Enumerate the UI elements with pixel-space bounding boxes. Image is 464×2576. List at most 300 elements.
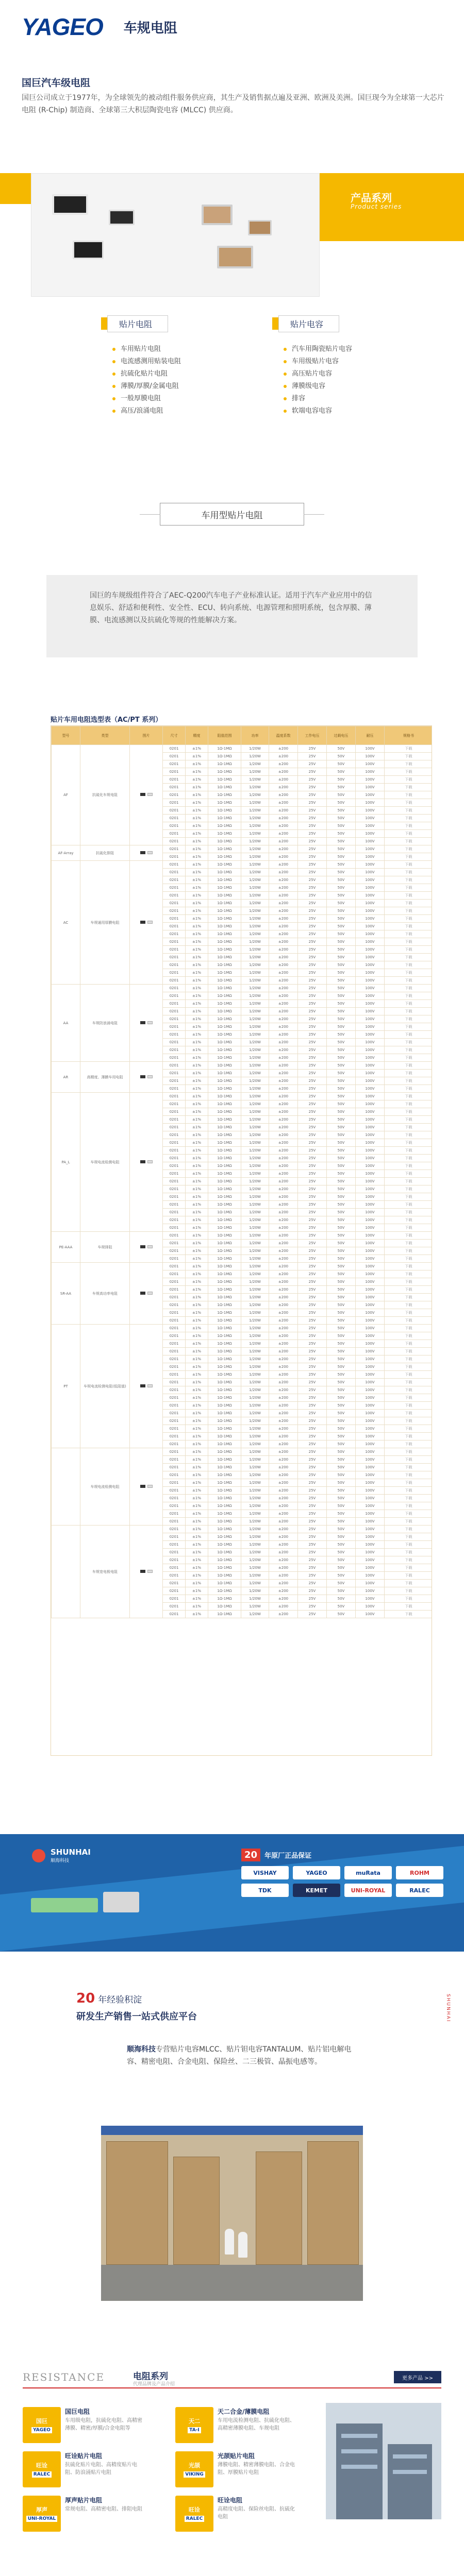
- category-item[interactable]: 软端电容电容: [284, 405, 427, 417]
- datasheet-download-link[interactable]: 下载: [385, 1611, 433, 1618]
- datasheet-download-link[interactable]: 下载: [385, 1317, 433, 1325]
- brand-item[interactable]: [23, 2407, 142, 2443]
- table-cell: 1Ω-1MΩ: [208, 1116, 241, 1124]
- table-cell: ±1%: [186, 1039, 208, 1046]
- datasheet-download-link[interactable]: 下载: [385, 1325, 433, 1332]
- table-cell: 1Ω-1MΩ: [208, 1054, 241, 1062]
- datasheet-download-link[interactable]: 下载: [385, 1031, 433, 1039]
- table-cell: ±200: [269, 776, 298, 784]
- table-cell: 25V: [298, 1410, 327, 1417]
- table-cell: ±200: [269, 1595, 298, 1603]
- table-cell: 1/20W: [241, 1286, 269, 1294]
- datasheet-download-link[interactable]: 下载: [385, 1386, 433, 1394]
- datasheet-download-link[interactable]: 下载: [385, 1309, 433, 1317]
- table-cell: 25V: [298, 776, 327, 784]
- company-description-text: 专营贴片电容MLCC、贴片钽电容TANTALUM、贴片铝电解电容、精密电阻、合金电阻、保险丝、二三极管、晶振电感等。: [127, 2045, 352, 2066]
- table-cell: 50V: [327, 1526, 356, 1533]
- datasheet-download-link[interactable]: 下载: [385, 861, 433, 869]
- warehouse-photo: [101, 2126, 363, 2301]
- table-cell: 0201: [163, 915, 186, 923]
- datasheet-download-link[interactable]: 下载: [385, 1348, 433, 1355]
- datasheet-download-link[interactable]: 下载: [385, 954, 433, 961]
- table-cell: 1Ω-1MΩ: [208, 753, 241, 760]
- brand-logo[interactable]: VISHAY: [241, 1866, 289, 1879]
- brand-logo[interactable]: ROHM: [396, 1866, 443, 1879]
- datasheet-download-link[interactable]: 下载: [385, 1533, 433, 1541]
- table-cell: 1/20W: [241, 776, 269, 784]
- datasheet-download-link[interactable]: 下载: [385, 961, 433, 969]
- brand-item[interactable]: [175, 2496, 295, 2532]
- table-cell: 0201: [163, 1023, 186, 1031]
- table-cell: ±200: [269, 1247, 298, 1255]
- table-cell: 25V: [298, 1425, 327, 1433]
- table-cell: 50V: [327, 1564, 356, 1572]
- table-cell: 50V: [327, 1008, 356, 1015]
- datasheet-download-link[interactable]: 下载: [385, 1039, 433, 1046]
- table-cell: 1/20W: [241, 992, 269, 1000]
- table-cell: ±1%: [186, 1278, 208, 1286]
- datasheet-download-link[interactable]: 下载: [385, 1108, 433, 1116]
- table-cell: ±1%: [186, 1224, 208, 1232]
- table-cell: 100V: [356, 1309, 385, 1317]
- table-cell: 0201: [163, 1595, 186, 1603]
- datasheet-download-link[interactable]: 下载: [385, 915, 433, 923]
- table-cell: 50V: [327, 1502, 356, 1510]
- datasheet-download-link[interactable]: 下载: [385, 1518, 433, 1526]
- datasheet-download-link[interactable]: 下载: [385, 1077, 433, 1085]
- datasheet-download-link[interactable]: 下载: [385, 946, 433, 954]
- table-cell: 25V: [298, 892, 327, 900]
- table-cell: 50V: [327, 977, 356, 985]
- table-cell: 25V: [298, 1394, 327, 1402]
- datasheet-download-link[interactable]: 下载: [385, 1178, 433, 1185]
- table-cell: 1/20W: [241, 923, 269, 930]
- table-row: [52, 1093, 433, 1100]
- datasheet-download-link[interactable]: 下载: [385, 1556, 433, 1564]
- table-cell: ±1%: [186, 1070, 208, 1077]
- table-row: [52, 985, 433, 992]
- table-cell: 25V: [298, 1054, 327, 1062]
- category-label[interactable]: 贴片电阻: [107, 315, 168, 332]
- table-cell: 100V: [356, 938, 385, 946]
- datasheet-download-link[interactable]: 下载: [385, 1440, 433, 1448]
- table-cell: 50V: [327, 1247, 356, 1255]
- table-cell: 50V: [327, 845, 356, 853]
- table-cell: 100V: [356, 1278, 385, 1286]
- series-cell: PT: [52, 1325, 80, 1448]
- table-cell: 1Ω-1MΩ: [208, 992, 241, 1000]
- datasheet-download-link[interactable]: 下载: [385, 745, 433, 753]
- chip-thumbnail: [147, 1292, 153, 1295]
- automotive-resistor-section-button[interactable]: 车用型贴片电阻: [160, 503, 304, 526]
- window: [341, 2434, 377, 2438]
- datasheet-download-link[interactable]: 下载: [385, 1224, 433, 1232]
- datasheet-download-link[interactable]: 下载: [385, 1124, 433, 1131]
- datasheet-download-link[interactable]: 下载: [385, 815, 433, 822]
- table-cell: 1Ω-1MΩ: [208, 876, 241, 884]
- table-cell: 0201: [163, 1572, 186, 1580]
- datasheet-download-link[interactable]: 下载: [385, 1456, 433, 1464]
- table-cell: ±200: [269, 954, 298, 961]
- datasheet-download-link[interactable]: 下载: [385, 1294, 433, 1301]
- table-title: 贴片车用电阻选型表（AC/PT 系列）: [51, 716, 162, 724]
- datasheet-download-link[interactable]: 下载: [385, 907, 433, 915]
- brand-item[interactable]: [175, 2407, 295, 2443]
- table-cell: ±1%: [186, 938, 208, 946]
- table-cell: ±200: [269, 1433, 298, 1440]
- table-cell: 50V: [327, 1294, 356, 1301]
- datasheet-download-link[interactable]: 下载: [385, 1270, 433, 1278]
- datasheet-download-link[interactable]: 下载: [385, 1008, 433, 1015]
- datasheet-download-link[interactable]: 下载: [385, 1402, 433, 1410]
- datasheet-download-link[interactable]: 下载: [385, 845, 433, 853]
- table-cell: 25V: [298, 930, 327, 938]
- datasheet-download-link[interactable]: 下载: [385, 923, 433, 930]
- datasheet-download-link[interactable]: 下载: [385, 1526, 433, 1533]
- brand-logo[interactable]: muRata: [344, 1866, 392, 1879]
- category-label[interactable]: 贴片电容: [278, 315, 339, 332]
- table-cell: 100V: [356, 1379, 385, 1386]
- datasheet-download-link[interactable]: 下载: [385, 1603, 433, 1611]
- datasheet-download-link[interactable]: 下载: [385, 1193, 433, 1201]
- datasheet-download-link[interactable]: 下载: [385, 1162, 433, 1170]
- datasheet-download-link[interactable]: 下载: [385, 1054, 433, 1062]
- datasheet-download-link[interactable]: 下载: [385, 776, 433, 784]
- table-cell: 100V: [356, 1000, 385, 1008]
- table-cell: 1/20W: [241, 1471, 269, 1479]
- table-cell: 1Ω-1MΩ: [208, 1046, 241, 1054]
- datasheet-download-link[interactable]: 下载: [385, 1433, 433, 1440]
- datasheet-download-link[interactable]: 下载: [385, 784, 433, 791]
- brand-item[interactable]: [23, 2451, 142, 2487]
- datasheet-download-link[interactable]: 下载: [385, 1394, 433, 1402]
- table-cell: ±200: [269, 1611, 298, 1618]
- datasheet-download-link[interactable]: 下载: [385, 1232, 433, 1240]
- product-image-cell: [130, 1062, 163, 1093]
- datasheet-download-link[interactable]: 下载: [385, 876, 433, 884]
- table-cell: 100V: [356, 760, 385, 768]
- datasheet-download-link[interactable]: 下载: [385, 799, 433, 807]
- table-cell: 100V: [356, 1270, 385, 1278]
- brand-logo[interactable]: YAGEO: [293, 1866, 340, 1879]
- datasheet-download-link[interactable]: 下载: [385, 1379, 433, 1386]
- table-cell: 1/20W: [241, 1402, 269, 1410]
- chip-thumbnail: [140, 851, 145, 854]
- brand-item[interactable]: [23, 2496, 142, 2532]
- type-cell: 抗硫化车规电阻: [80, 745, 130, 845]
- table-cell: 1/20W: [241, 1564, 269, 1572]
- datasheet-download-link[interactable]: 下载: [385, 838, 433, 845]
- datasheet-download-link[interactable]: 下载: [385, 1471, 433, 1479]
- table-cell: 0201: [163, 776, 186, 784]
- table-cell: 50V: [327, 1556, 356, 1564]
- chip-thumbnail: [140, 1160, 145, 1163]
- datasheet-download-link[interactable]: 下载: [385, 1100, 433, 1108]
- table-cell: 100V: [356, 745, 385, 753]
- datasheet-download-link[interactable]: 下载: [385, 1332, 433, 1340]
- datasheet-download-link[interactable]: 下载: [385, 1340, 433, 1348]
- category-item[interactable]: 一般厚膜电阻: [112, 393, 256, 405]
- chip-thumbnail: [147, 793, 153, 796]
- datasheet-download-link[interactable]: 下载: [385, 822, 433, 830]
- brand-logo[interactable]: RALEC: [396, 1884, 443, 1897]
- datasheet-download-link[interactable]: 下载: [385, 753, 433, 760]
- table-cell: ±1%: [186, 1301, 208, 1309]
- table-cell: 25V: [298, 1000, 327, 1008]
- table-cell: ±200: [269, 876, 298, 884]
- datasheet-download-link[interactable]: 下载: [385, 1247, 433, 1255]
- brand-badge: [23, 2496, 61, 2532]
- table-cell: 100V: [356, 753, 385, 760]
- table-cell: 50V: [327, 923, 356, 930]
- table-cell: ±200: [269, 1386, 298, 1394]
- datasheet-download-link[interactable]: 下载: [385, 1278, 433, 1286]
- chip-thumbnail: [140, 1485, 145, 1488]
- table-cell: 50V: [327, 1587, 356, 1595]
- datasheet-download-link[interactable]: 下载: [385, 1495, 433, 1502]
- table-cell: 1Ω-1MΩ: [208, 1518, 241, 1526]
- table-row: [52, 845, 433, 853]
- table-cell: 25V: [298, 861, 327, 869]
- table-cell: 1/20W: [241, 1046, 269, 1054]
- table-cell: 100V: [356, 1487, 385, 1495]
- table-cell: 25V: [298, 1325, 327, 1332]
- datasheet-download-link[interactable]: 下载: [385, 930, 433, 938]
- datasheet-download-link[interactable]: 下载: [385, 1595, 433, 1603]
- table-cell: 50V: [327, 884, 356, 892]
- table-cell: ±1%: [186, 1294, 208, 1301]
- type-cell: 车规电流检测电阻: [80, 1448, 130, 1526]
- datasheet-download-link[interactable]: 下载: [385, 1301, 433, 1309]
- datasheet-download-link[interactable]: 下载: [385, 1000, 433, 1008]
- datasheet-download-link[interactable]: 下载: [385, 1155, 433, 1162]
- datasheet-download-link[interactable]: 下载: [385, 900, 433, 907]
- table-cell: 0201: [163, 1070, 186, 1077]
- datasheet-download-link[interactable]: 下载: [385, 1487, 433, 1495]
- table-cell: 50V: [327, 1440, 356, 1448]
- datasheet-download-link[interactable]: 下载: [385, 1425, 433, 1433]
- table-cell: 100V: [356, 930, 385, 938]
- datasheet-download-link[interactable]: 下载: [385, 938, 433, 946]
- datasheet-download-link[interactable]: 下载: [385, 1093, 433, 1100]
- datasheet-download-link[interactable]: 下载: [385, 1510, 433, 1518]
- table-cell: ±200: [269, 1270, 298, 1278]
- table-cell: ±1%: [186, 1518, 208, 1526]
- table-cell: 100V: [356, 1371, 385, 1379]
- table-cell: ±1%: [186, 822, 208, 830]
- category-item[interactable]: 抗硫化贴片电阻: [112, 368, 256, 380]
- datasheet-download-link[interactable]: 下载: [385, 1131, 433, 1139]
- table-cell: 0201: [163, 1603, 186, 1611]
- datasheet-download-link[interactable]: 下载: [385, 1410, 433, 1417]
- table-cell: ±1%: [186, 1325, 208, 1332]
- datasheet-download-link[interactable]: 下载: [385, 1502, 433, 1510]
- table-cell: 25V: [298, 768, 327, 776]
- datasheet-download-link[interactable]: 下载: [385, 1580, 433, 1587]
- datasheet-download-link[interactable]: 下载: [385, 1371, 433, 1379]
- table-cell: ±200: [269, 1147, 298, 1155]
- datasheet-download-link[interactable]: 下载: [385, 1085, 433, 1093]
- more-products-button[interactable]: 更多产品 >>: [394, 2371, 441, 2383]
- table-cell: 1/20W: [241, 1278, 269, 1286]
- datasheet-download-link[interactable]: 下载: [385, 1572, 433, 1580]
- table-cell: ±200: [269, 1039, 298, 1046]
- datasheet-download-link[interactable]: 下载: [385, 853, 433, 861]
- datasheet-download-link[interactable]: 下载: [385, 791, 433, 799]
- chip-thumbnail: [140, 1021, 145, 1024]
- table-cell: 1/20W: [241, 869, 269, 876]
- brand-name: 天二: [189, 2418, 200, 2425]
- datasheet-download-link[interactable]: 下载: [385, 1015, 433, 1023]
- product-image-cell: [130, 1526, 163, 1618]
- table-cell: 0201: [163, 1015, 186, 1023]
- table-cell: ±1%: [186, 946, 208, 954]
- table-cell: ±1%: [186, 1394, 208, 1402]
- brand-logo[interactable]: TDK: [241, 1884, 289, 1897]
- datasheet-download-link[interactable]: 下载: [385, 1549, 433, 1556]
- table-cell: 50V: [327, 946, 356, 954]
- table-cell: 1Ω-1MΩ: [208, 1240, 241, 1247]
- datasheet-download-link[interactable]: 下载: [385, 830, 433, 838]
- category-item[interactable]: 电流感测用贴装电阻: [112, 355, 256, 368]
- table-cell: 50V: [327, 1000, 356, 1008]
- datasheet-download-link[interactable]: 下载: [385, 1240, 433, 1247]
- category-item[interactable]: 车用贴片电阻: [112, 343, 256, 355]
- datasheet-download-link[interactable]: 下载: [385, 1355, 433, 1363]
- table-cell: 100V: [356, 969, 385, 977]
- table-cell: 1/20W: [241, 985, 269, 992]
- datasheet-download-link[interactable]: 下载: [385, 1070, 433, 1077]
- datasheet-download-link[interactable]: 下载: [385, 1464, 433, 1471]
- datasheet-download-link[interactable]: 下载: [385, 1023, 433, 1031]
- table-cell: 1/20W: [241, 1611, 269, 1618]
- chip-thumbnail: [147, 1384, 153, 1387]
- table-cell: ±1%: [186, 1031, 208, 1039]
- datasheet-download-link[interactable]: 下载: [385, 1448, 433, 1456]
- window: [393, 2470, 427, 2474]
- brand-item[interactable]: [175, 2451, 295, 2487]
- table-cell: 0201: [163, 1448, 186, 1456]
- datasheet-download-link[interactable]: 下载: [385, 1541, 433, 1549]
- table-cell: ±1%: [186, 1564, 208, 1572]
- datasheet-download-link[interactable]: 下载: [385, 1139, 433, 1147]
- category-item[interactable]: 排容: [284, 393, 427, 405]
- table-cell: 25V: [298, 1549, 327, 1556]
- datasheet-download-link[interactable]: 下载: [385, 977, 433, 985]
- table-cell: 1Ω-1MΩ: [208, 1124, 241, 1131]
- table-cell: 0201: [163, 1031, 186, 1039]
- product-series-subtitle: Product series: [351, 203, 402, 210]
- datasheet-download-link[interactable]: 下载: [385, 760, 433, 768]
- category-item[interactable]: 车用级贴片电容: [284, 355, 427, 368]
- category-item[interactable]: 高压/浪涌电阻: [112, 405, 256, 417]
- chip-thumbnail: [147, 1485, 153, 1488]
- category-item[interactable]: 高压贴片电容: [284, 368, 427, 380]
- table-cell: 1/20W: [241, 853, 269, 861]
- table-cell: ±200: [269, 900, 298, 907]
- datasheet-download-link[interactable]: 下载: [385, 985, 433, 992]
- datasheet-download-link[interactable]: 下载: [385, 1216, 433, 1224]
- table-cell: 1Ω-1MΩ: [208, 1340, 241, 1348]
- category-item[interactable]: 薄膜/厚膜/金属电阻: [112, 380, 256, 393]
- datasheet-download-link[interactable]: 下载: [385, 1286, 433, 1294]
- datasheet-download-link[interactable]: 下载: [385, 1116, 433, 1124]
- datasheet-download-link[interactable]: 下载: [385, 1201, 433, 1209]
- shunhai-logo[interactable]: [32, 1848, 91, 1863]
- yageo-logo[interactable]: YAGEO: [22, 13, 103, 40]
- table-cell: ±200: [269, 1572, 298, 1580]
- table-cell: 100V: [356, 1286, 385, 1294]
- table-cell: 100V: [356, 1386, 385, 1394]
- table-cell: 25V: [298, 745, 327, 753]
- datasheet-download-link[interactable]: 下载: [385, 1209, 433, 1216]
- brand-logo[interactable]: KEMET: [293, 1884, 340, 1897]
- table-cell: 1/20W: [241, 1116, 269, 1124]
- table-cell: ±1%: [186, 907, 208, 915]
- datasheet-download-link[interactable]: 下载: [385, 1263, 433, 1270]
- table-cell: 0201: [163, 1487, 186, 1495]
- datasheet-download-link[interactable]: 下载: [385, 1417, 433, 1425]
- datasheet-download-link[interactable]: 下载: [385, 1046, 433, 1054]
- datasheet-download-link[interactable]: 下载: [385, 768, 433, 776]
- series-cell: AF: [52, 745, 80, 845]
- datasheet-download-link[interactable]: 下载: [385, 1255, 433, 1263]
- datasheet-download-link[interactable]: 下载: [385, 1062, 433, 1070]
- datasheet-download-link[interactable]: 下载: [385, 869, 433, 876]
- datasheet-download-link[interactable]: 下载: [385, 1479, 433, 1487]
- datasheet-download-link[interactable]: 下载: [385, 1587, 433, 1595]
- table-cell: 25V: [298, 1170, 327, 1178]
- table-cell: 25V: [298, 992, 327, 1000]
- table-cell: ±200: [269, 1054, 298, 1062]
- product-banner: [0, 173, 464, 297]
- table-cell: 25V: [298, 1015, 327, 1023]
- table-cell: ±1%: [186, 1402, 208, 1410]
- table-cell: 50V: [327, 1425, 356, 1433]
- table-cell: ±200: [269, 1255, 298, 1263]
- datasheet-download-link[interactable]: 下载: [385, 1363, 433, 1371]
- table-cell: 1Ω-1MΩ: [208, 977, 241, 985]
- table-cell: 50V: [327, 1070, 356, 1077]
- datasheet-download-link[interactable]: 下载: [385, 892, 433, 900]
- table-cell: 1/20W: [241, 1379, 269, 1386]
- table-cell: 25V: [298, 1440, 327, 1448]
- datasheet-download-link[interactable]: 下载: [385, 807, 433, 815]
- table-cell: ±200: [269, 1139, 298, 1147]
- datasheet-download-link[interactable]: 下载: [385, 1170, 433, 1178]
- brand-logo[interactable]: UNI-ROYAL: [344, 1884, 392, 1897]
- table-cell: 0201: [163, 1332, 186, 1340]
- table-cell: ±200: [269, 1062, 298, 1070]
- worker: [238, 2232, 247, 2258]
- table-cell: ±1%: [186, 992, 208, 1000]
- table-cell: 0201: [163, 1518, 186, 1526]
- table-cell: 1Ω-1MΩ: [208, 1355, 241, 1363]
- table-cell: 1/20W: [241, 915, 269, 923]
- datasheet-download-link[interactable]: 下载: [385, 884, 433, 892]
- table-cell: 1Ω-1MΩ: [208, 915, 241, 923]
- category-item[interactable]: 薄膜级电容: [284, 380, 427, 393]
- table-cell: 100V: [356, 1410, 385, 1417]
- category-item[interactable]: 汽车用陶瓷贴片电容: [284, 343, 427, 355]
- datasheet-download-link[interactable]: 下载: [385, 1185, 433, 1193]
- datasheet-download-link[interactable]: 下载: [385, 1147, 433, 1155]
- table-cell: 50V: [327, 1479, 356, 1487]
- datasheet-download-link[interactable]: 下载: [385, 992, 433, 1000]
- resistor-chip-image: [73, 241, 104, 259]
- datasheet-download-link[interactable]: 下载: [385, 1564, 433, 1572]
- datasheet-download-link[interactable]: 下载: [385, 969, 433, 977]
